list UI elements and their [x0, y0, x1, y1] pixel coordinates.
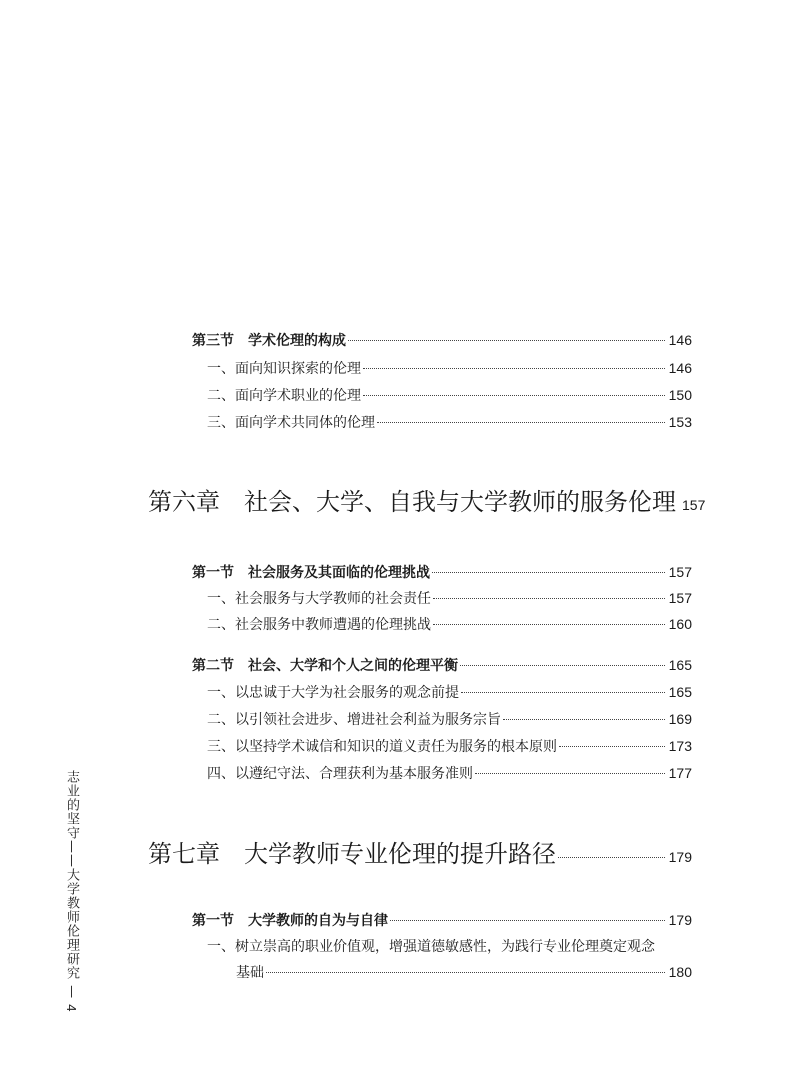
- dot-leader: [503, 718, 665, 720]
- dot-leader: [432, 571, 665, 573]
- toc-label: 二、以引领社会进步、增进社会利益为服务宗旨: [207, 712, 501, 728]
- toc-section[interactable]: [192, 655, 692, 675]
- toc-label: 基础: [236, 965, 264, 981]
- toc-page-number: 146: [668, 332, 692, 348]
- toc-page-number: 153: [668, 414, 692, 430]
- dot-leader: [558, 856, 665, 858]
- dot-leader: [475, 772, 665, 774]
- toc-page-number: 157: [668, 590, 692, 606]
- toc-label: 四、以遵纪守法、合理获利为基本服务准则: [207, 766, 473, 782]
- toc-item-wrapped-line2[interactable]: [236, 962, 692, 982]
- toc-chapter-title: 第七章 大学教师专业伦理的提升路径: [148, 840, 556, 868]
- toc-page-number: 160: [668, 616, 692, 632]
- toc-page-number: 179: [668, 912, 692, 928]
- toc-label: 第一节 大学教师的自为与自律: [192, 913, 388, 929]
- toc-item[interactable]: [207, 682, 692, 702]
- toc-item[interactable]: [207, 385, 692, 405]
- dot-leader: [390, 919, 665, 921]
- toc-item[interactable]: [207, 358, 692, 378]
- dot-leader: [266, 971, 665, 973]
- toc-label: 一、社会服务与大学教师的社会责任: [207, 591, 431, 607]
- toc-section[interactable]: [192, 910, 692, 930]
- toc-item-wrapped-line1[interactable]: 一、树立崇高的职业价值观，增强道德敏感性，为践行专业伦理奠定观念: [207, 939, 655, 955]
- page-number: 4: [64, 1004, 79, 1013]
- dot-leader: [461, 691, 665, 693]
- toc-page-number: 157: [668, 564, 692, 580]
- toc-page-number: 150: [668, 387, 692, 403]
- toc-item[interactable]: [207, 736, 692, 756]
- toc-label: 一、面向知识探索的伦理: [207, 361, 361, 377]
- toc-section[interactable]: [192, 562, 692, 582]
- dot-leader: [363, 367, 665, 369]
- toc-item[interactable]: [207, 763, 692, 783]
- toc-label: 三、以坚持学术诚信和知识的道义责任为服务的根本原则: [207, 739, 557, 755]
- toc-label: 第三节 学术伦理的构成: [192, 333, 346, 349]
- toc-item[interactable]: [207, 412, 692, 432]
- toc-page-number: 157: [682, 497, 706, 513]
- toc-label: 三、面向学术共同体的伦理: [207, 415, 375, 431]
- toc-page-number: 179: [668, 849, 692, 865]
- toc-page-number: 173: [668, 738, 692, 754]
- dot-leader: [433, 623, 665, 625]
- toc-page-number: 177: [668, 765, 692, 781]
- toc-item[interactable]: [207, 588, 692, 608]
- running-head-vertical: 志业的坚守——大学教师伦理研究 — 4: [64, 770, 79, 1013]
- toc-chapter-7[interactable]: [148, 834, 692, 869]
- toc-page-number: 165: [668, 657, 692, 673]
- toc-label: 二、面向学术职业的伦理: [207, 388, 361, 404]
- dot-leader: [559, 745, 665, 747]
- toc-page-number: 165: [668, 684, 692, 700]
- toc-chapter-title: 第六章 社会、大学、自我与大学教师的服务伦理: [148, 488, 676, 516]
- dot-leader: [363, 394, 665, 396]
- dot-leader: [377, 421, 665, 423]
- dot-leader: [460, 664, 665, 666]
- toc-item[interactable]: [207, 614, 692, 634]
- toc-page-number: 146: [668, 360, 692, 376]
- toc-label: 第一节 社会服务及其面临的伦理挑战: [192, 565, 430, 581]
- toc-label: 第二节 社会、大学和个人之间的伦理平衡: [192, 658, 458, 674]
- dot-leader: [348, 339, 665, 341]
- toc-item[interactable]: [207, 709, 692, 729]
- toc-label: 一、以忠诚于大学为社会服务的观念前提: [207, 685, 459, 701]
- toc-label: 二、社会服务中教师遭遇的伦理挑战: [207, 617, 431, 633]
- toc-section-3[interactable]: [192, 330, 692, 350]
- book-title: 志业的坚守——大学教师伦理研究: [64, 770, 79, 980]
- toc-page-number: 180: [668, 964, 692, 980]
- toc-chapter-6[interactable]: [148, 482, 706, 517]
- toc-page-number: 169: [668, 711, 692, 727]
- dot-leader: [433, 597, 665, 599]
